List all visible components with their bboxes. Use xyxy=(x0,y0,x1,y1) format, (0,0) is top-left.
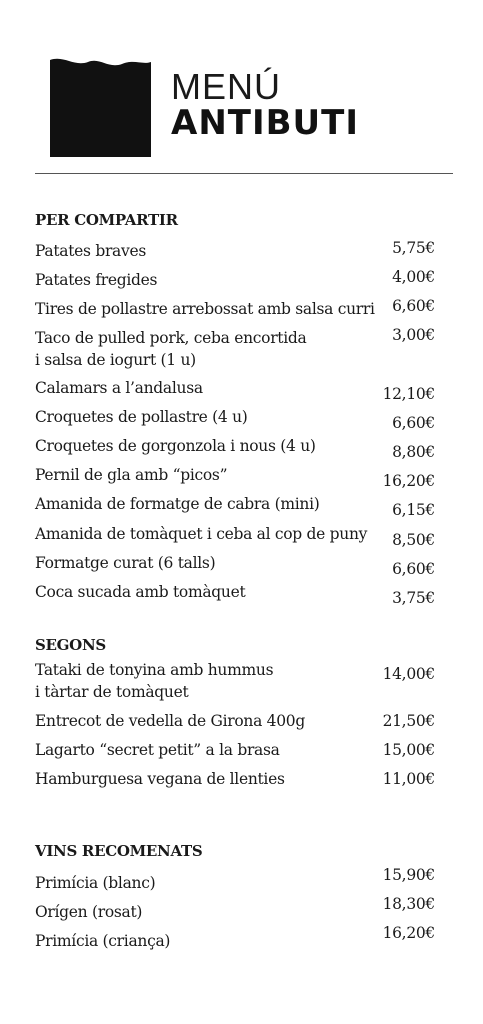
item-name: Calamars a l’andalusa xyxy=(35,379,203,397)
item-name: Formatge curat (6 talls) xyxy=(35,554,216,572)
item-price: 3,00€ xyxy=(392,326,435,344)
item-name: Hamburguesa vegana de llenties xyxy=(35,770,285,788)
item-price: 6,60€ xyxy=(392,560,435,578)
item-name: Croquetes de gorgonzola i nous (4 u) xyxy=(35,437,316,455)
item-name: Amanida de tomàquet i ceba al cop de puny xyxy=(35,525,368,543)
item-name-line2: i tàrtar de tomàquet xyxy=(35,683,189,701)
item-name: Orígen (rosat) xyxy=(35,903,143,921)
item-price: 16,20€ xyxy=(382,472,435,490)
section-heading-segons: SEGONS xyxy=(35,636,106,654)
item-price: 16,20€ xyxy=(382,924,435,942)
divider xyxy=(35,173,453,174)
section-heading-compartir: PER COMPARTIR xyxy=(35,211,178,229)
item-price: 6,15€ xyxy=(392,501,435,519)
item-name: Primícia (criança) xyxy=(35,932,171,950)
restaurant-name: ANTIBUTI xyxy=(171,103,359,143)
item-name: Primícia (blanc) xyxy=(35,874,156,892)
logo-icon xyxy=(50,55,151,157)
item-price: 15,00€ xyxy=(382,741,435,759)
item-price: 8,50€ xyxy=(392,531,435,549)
item-price: 6,60€ xyxy=(392,414,435,432)
item-price: 8,80€ xyxy=(392,443,435,461)
item-name: Amanida de formatge de cabra (mini) xyxy=(35,495,320,513)
item-name: Tires de pollastre arrebossat amb salsa curri xyxy=(35,300,375,318)
item-price: 14,00€ xyxy=(382,665,435,683)
item-name-line2: i salsa de iogurt (1 u) xyxy=(35,351,196,369)
item-price: 18,30€ xyxy=(382,895,435,913)
item-name: Lagarto “secret petit” a la brasa xyxy=(35,741,280,759)
item-name: Entrecot de vedella de Girona 400g xyxy=(35,712,305,730)
item-price: 15,90€ xyxy=(382,866,435,884)
section-heading-vins: VINS RECOMENATS xyxy=(35,842,203,860)
item-name: Patates braves xyxy=(35,242,146,260)
item-price: 4,00€ xyxy=(392,268,435,286)
item-price: 6,60€ xyxy=(392,297,435,315)
item-name: Croquetes de pollastre (4 u) xyxy=(35,408,248,426)
item-price: 21,50€ xyxy=(382,712,435,730)
item-name: Patates fregides xyxy=(35,271,158,289)
item-price: 12,10€ xyxy=(382,385,435,403)
item-price: 11,00€ xyxy=(382,770,435,788)
menu-title: MENÚ xyxy=(171,66,281,107)
item-name: Pernil de gla amb “picos” xyxy=(35,466,228,484)
item-name: Coca sucada amb tomàquet xyxy=(35,583,246,601)
item-price: 5,75€ xyxy=(392,239,435,257)
item-name-line1: Tataki de tonyina amb hummus xyxy=(35,661,274,679)
item-name-line1: Taco de pulled pork, ceba encortida xyxy=(35,329,307,347)
item-price: 3,75€ xyxy=(392,589,435,607)
